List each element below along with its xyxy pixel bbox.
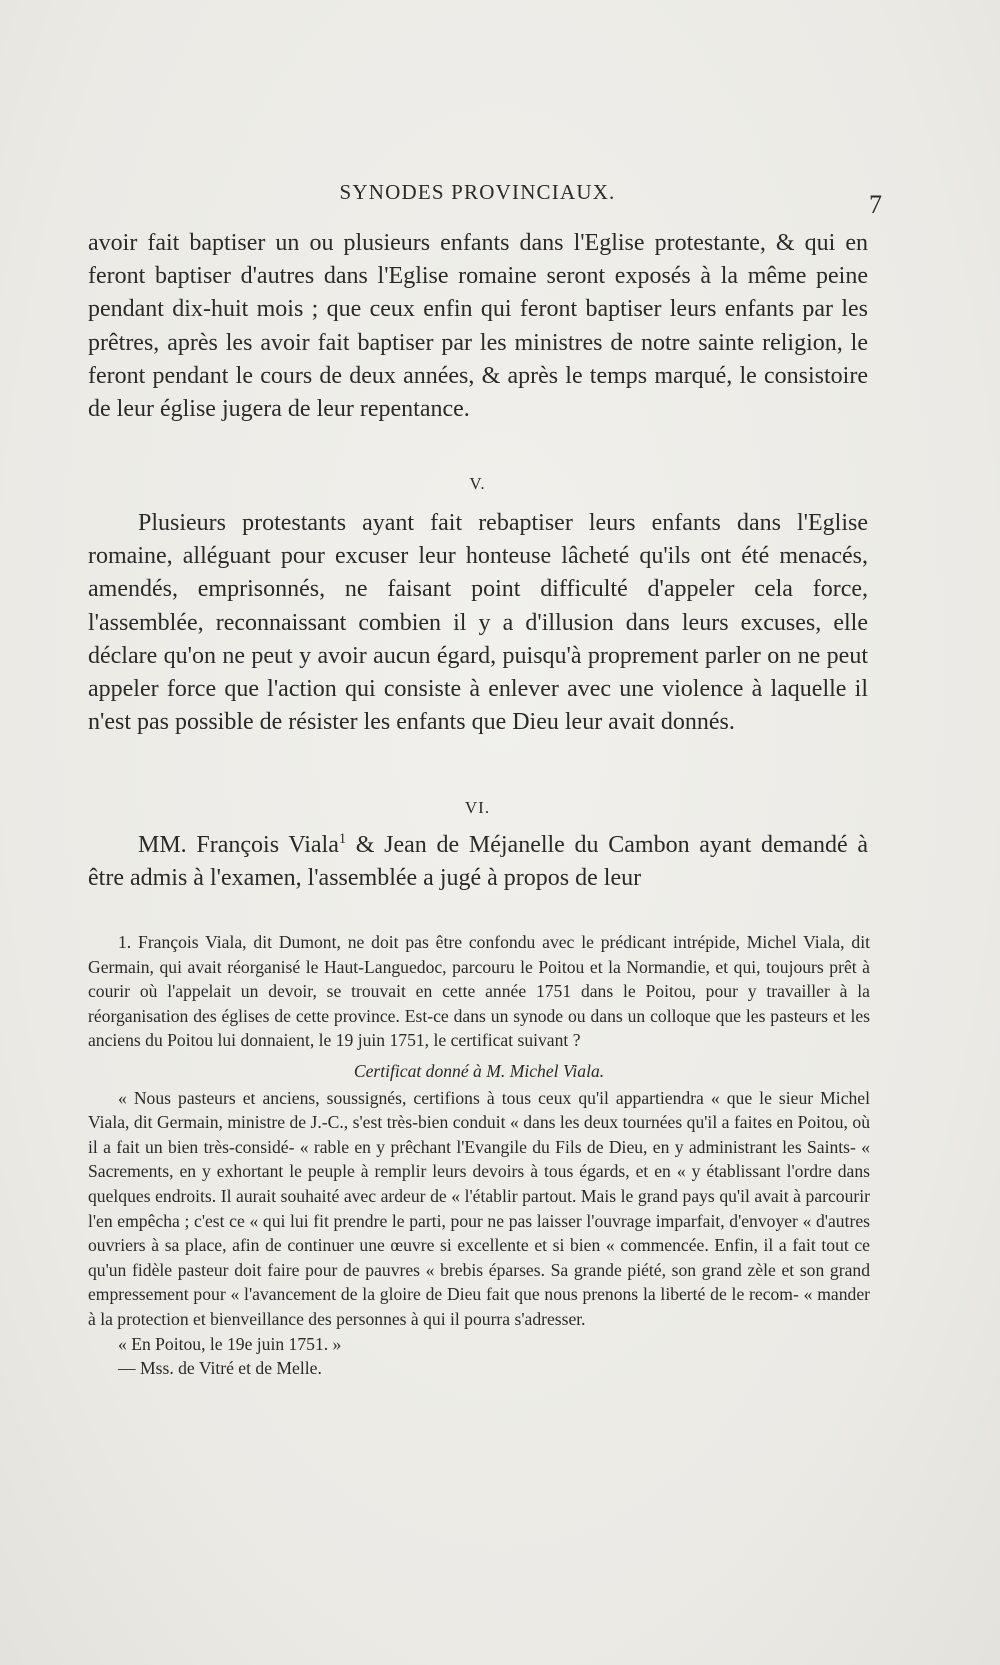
section-numeral-vi: VI.: [464, 798, 491, 817]
page-header: [0, 178, 1000, 219]
paragraph-continuation: [88, 227, 868, 426]
section-vi-rest: & Jean de Méjanelle du Cambon ayant demandé à être admis à l'examen, l'assemblée a jugé à propos de leur: [88, 832, 868, 892]
section-vi-text: [88, 829, 868, 895]
section-vi-paragraph: [88, 829, 868, 895]
certificate-quote: « Nous pasteurs et anciens, soussignés, certifions à tous ceux qu'il appartiendra « que le sieur Michel Viala, dit Germain, ministre de J.-C., s'est très-bien conduit « dans les deux tournées qu'il a faites en Poitou, où il a fait un bien très-considé- « rable en y prêchant l'Evangile du Fils de Dieu, en y administrant les Saints- « Sacrements, en y exhortant le peuple à remplir leurs devoirs à tous égards, et en « y établissant l'ordre dans quelques endroits. Il aurait souhaité avec ardeur de « l'établir partout. Mais le grand pays qu'il avait à parcourir l'en empêcha ; c'est ce « qui lui fit prendre le parti, pour ne pas laisser l'ouvrage imparfait, d'envoyer « d'autres ouvriers à sa place, afin de continuer une œuvre si excellente et si bien « commencée. Enfin, il a fait tout ce qu'un fidèle pasteur doit faire pour de pauvres « brebis éparses. Sa grande piété, son grand zèle et son grand empressement pour « l'avancement de la gloire de Dieu fait que nous prenons la liberté de le recom- « mander à la protection et bienveillance des personnes à qui il pourra s'adresser.: [88, 1087, 870, 1329]
page-number: 7: [869, 190, 882, 219]
section-numeral-v: V.: [469, 474, 486, 493]
section-v-paragraph: [88, 507, 868, 739]
footnote-block: [88, 930, 870, 1381]
paragraph-text: avoir fait baptiser un ou plusieurs enfants dans l'Eglise protestante, & qui en feront baptiser d'autres dans l'Eglise romaine seront exposés à la même peine pendant dix-huit mois ; que ceux enfin qui feront baptiser leurs enfants par les prêtres, après les avoir fait baptiser par les ministres de notre sainte religion, le feront pendant le cours de deux années, & après le temps marqué, le consistoire de leur église jugera de leur repentance.: [88, 230, 868, 423]
footnote-source: — Mss. de Vitré et de Melle.: [118, 1358, 322, 1379]
certificate-title: Certificat donné à M. Michel Viala.: [353, 1060, 605, 1081]
footnote-ref-1: 1: [338, 831, 347, 847]
certificate-place-date: « En Poitou, le 19e juin 1751. »: [118, 1333, 342, 1354]
section-vi-lead: MM. François Viala: [138, 832, 339, 858]
running-title: SYNODES PROVINCIAUX.: [339, 180, 616, 204]
footnote-1: 1. François Viala, dit Dumont, ne doit pas être confondu avec le prédicant intrépide, Michel Viala, dit Germain, qui avait réorganisé le Haut-Languedoc, parcouru le Poitou et la Normandie, et qui, toujours prêt à courir où l'appelait un devoir, se trouvait en cette année 1751 dans le Poitou, pour y travailler à la réorganisation des églises de cette province. Est-ce dans un synode ou dans un colloque que les pasteurs et les anciens du Poitou lui donnaient, le 19 juin 1751, le certificat suivant ?: [88, 932, 870, 1051]
section-v-text: Plusieurs protestants ayant fait rebaptiser leurs enfants dans l'Eglise romaine, alléguant pour excuser leur honteuse lâcheté qu'ils ont été menacés, amendés, emprisonnés, ne faisant point difficulté d'appeler cela force, l'assemblée, reconnaissant combien il y a d'illusion dans leurs excuses, elle déclare qu'on ne peut y avoir aucun égard, puisqu'à proprement parler on ne peut appeler force que l'action qui consiste à enlever avec une violence à laquelle il n'est pas possible de résister les enfants que Dieu leur avait donnés.: [88, 510, 868, 736]
